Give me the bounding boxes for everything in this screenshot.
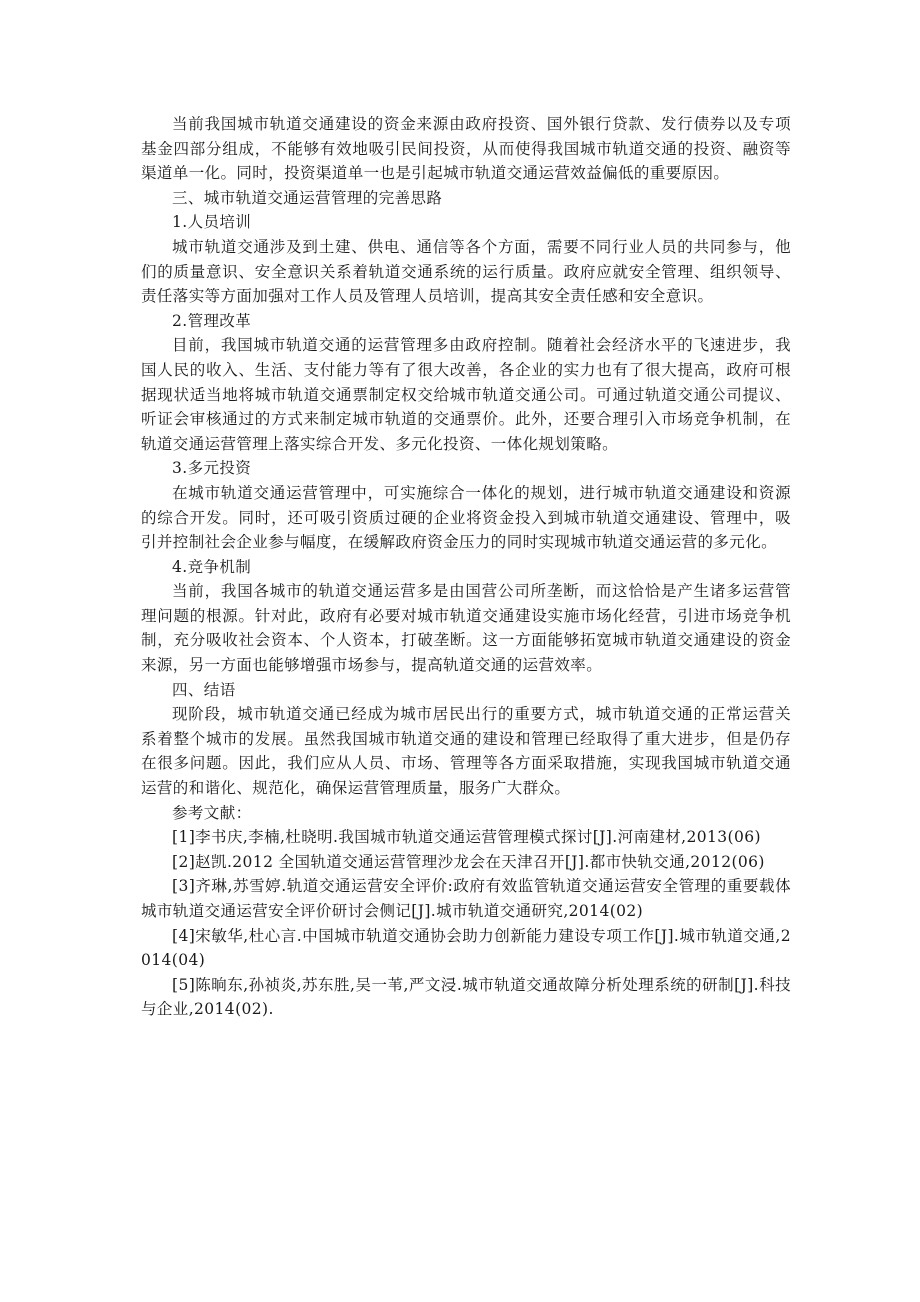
intro-paragraph: 当前我国城市轨道交通建设的资金来源由政府投资、国外银行贷款、发行债券以及专项基金四部分组成，不能够有效地吸引民间投资，从而使得我国城市轨道交通的投资、融资等渠道单一化。同时，投资渠道单一也是引起城市轨道交通运营效益偏低的重要原因。 [141,115,791,183]
subsection-2-body: 目前，我国城市轨道交通的运营管理多由政府控制。随着社会经济水平的飞速进步，我国人民的收入、生活、支付能力等有了很大改善，各企业的实力也有了很大提高，政府可根据现状适当地将城市轨道交通票制定权交给城市轨道交通公司。可通过轨道交通公司提议、听证会审核通过的方式来制定城市轨道的交通票价。此外，还要合理引入市场竞争机制，在轨道交通运营管理上落实综合开发、多元化投资、一体化规划策略。 [141,336,791,453]
section-3-heading: 三、城市轨道交通运营管理的完善思路 [172,188,443,207]
subsection-1-body: 城市轨道交通涉及到土建、供电、通信等各个方面，需要不同行业人员的共同参与，他们的质量意识、安全意识关系着轨道交通系统的运行质量。政府应就安全管理、组织领导、责任落实等方面加强对工作人员及管理人员培训，提高其安全责任感和安全意识。 [141,237,791,306]
subsection-2-heading: 2.管理改革 [172,311,252,330]
conclusion-paragraph: 现阶段，城市轨道交通已经成为城市居民出行的重要方式，城市轨道交通的正常运营关系着整个城市的发展。虽然我国城市轨道交通的建设和管理已经取得了重大进步，但是仍存在很多问题。因此，我们应从人员、市场、管理等各方面采取措施，实现我国城市轨道交通运营的和谐化、规范化，确保运营管理质量，服务广大群众。 [141,705,791,798]
reference-item: [4]宋敏华,杜心言.中国城市轨道交通协会助力创新能力建设专项工作[J].城市轨道交通,2014(04) [141,926,791,970]
section-4-heading: 四、结语 [172,680,236,699]
references-heading: 参考文献： [172,803,252,822]
document-page [141,112,791,1022]
reference-item: [5]陈晌东,孙祯炎,苏东胜,吴一苇,严文浸.城市轨道交通故障分析处理系统的研制[J].科技与企业,2014(02). [141,975,791,1019]
reference-item: [1]李书庆,李楠,杜晓明.我国城市轨道交通运营管理模式探讨[J].河南建材,2013(06) [172,828,761,847]
subsection-4-body: 当前，我国各城市的轨道交通运营多是由国营公司所垄断，而这恰恰是产生诸多运营管理问题的根源。针对此，政府有必要对城市轨道交通建设实施市场化经营，引进市场竞争机制，充分吸收社会资本、个人资本，打破垄断。这一方面能够拓宽城市轨道交通建设的资金来源，另一方面也能够增强市场参与，提高轨道交通的运营效率。 [141,582,791,675]
subsection-3-body: 在城市轨道交通运营管理中，可实施综合一体化的规划，进行城市轨道交通建设和资源的综合开发。同时，还可吸引资质过硬的企业将资金投入到城市轨道交通建设、管理中，吸引并控制社会企业参与幅度，在缓解政府资金压力的同时实现城市轨道交通运营的多元化。 [141,483,791,552]
subsection-4-heading: 4.竞争机制 [172,557,252,576]
reference-item: [2]赵凯.2012 全国轨道交通运营管理沙龙会在天津召开[J].都市快轨交通,2012(06) [172,852,765,871]
subsection-3-heading: 3.多元投资 [172,459,252,478]
subsection-1-heading: 1.人员培训 [172,213,252,232]
reference-item: [3]齐琳,苏雪婷.轨道交通运营安全评价:政府有效监管轨道交通运营安全管理的重要载体城市轨道交通运营安全评价研讨会侧记[J].城市轨道交通研究,2014(02) [141,877,791,920]
